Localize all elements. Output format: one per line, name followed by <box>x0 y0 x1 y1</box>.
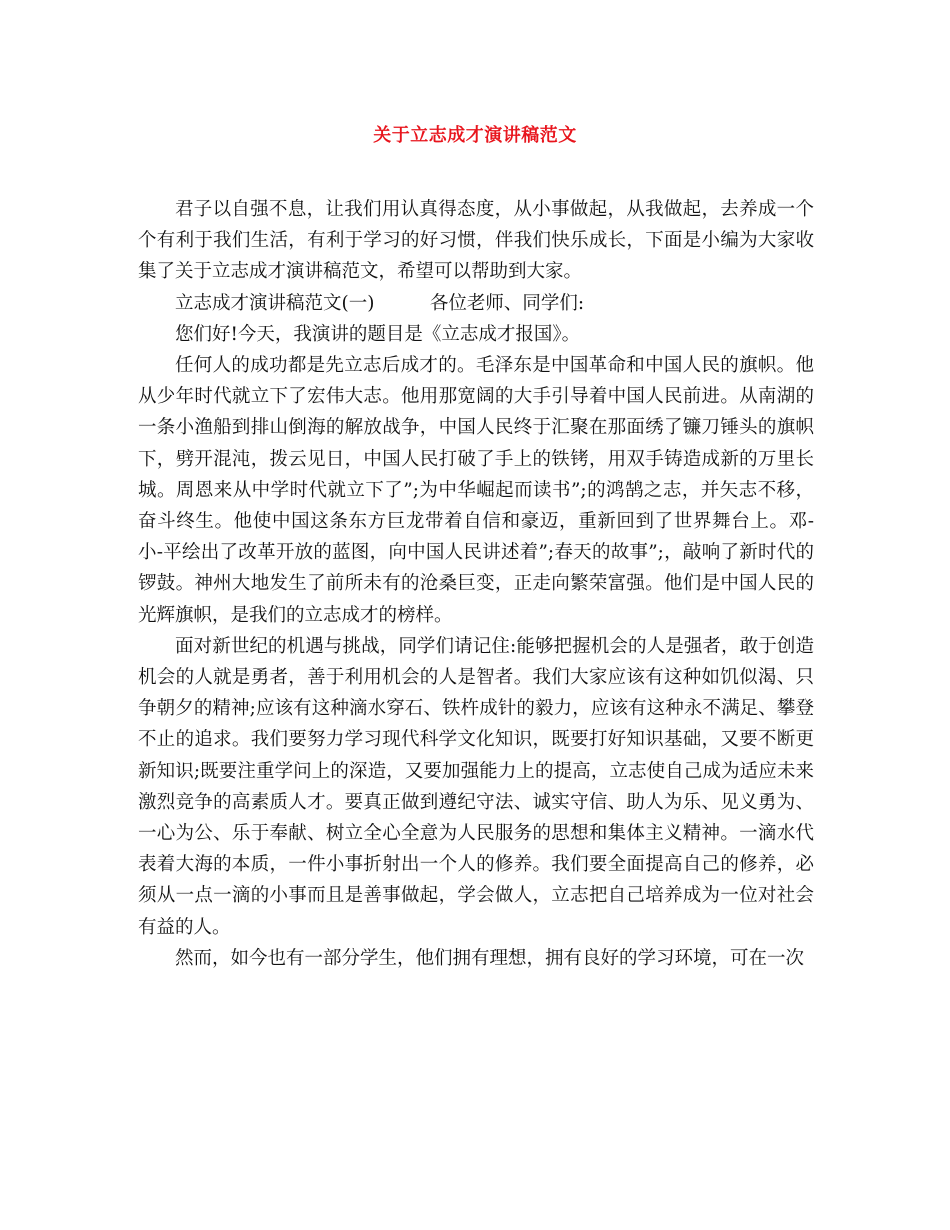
paragraph-section-heading: 立志成才演讲稿范文(一) 各位老师、同学们: <box>175 292 585 314</box>
document-title: 关于立志成才演讲稿范文 <box>373 125 577 146</box>
paragraph-role-models: 任何人的成功都是先立志后成才的。毛泽东是中国革命和中国人民的旗帜。他从少年时代就立下了宏伟大志。他用那宽阔的大手引导着中国人民前进。从南湖的一条小渔船到排山倒海的解放战争，中国人民终于汇聚在那面绣了镰刀锤头的旗帜下，劈开混沌，拨云见日，中国人民打破了手上的铁铐，用双手铸造成新的万里长城。周恩来从中学时代就立下了”;为中华崛起而读书”;的鸿鹄之志，并矢志不移，奋斗终生。他使中国这条东方巨龙带着自信和豪迈，重新回到了世界舞台上。邓-小-平绘出了改革开放的蓝图，向中国人民讲述着”;春天的故事”;，敲响了新时代的锣鼓。神州大地发生了前所未有的沧桑巨变，正走向繁荣富强。他们是中国人民的光辉旗帜，是我们的立志成才的榜样。 <box>138 355 814 626</box>
paragraph-greeting: 您们好!今天，我演讲的题目是《立志成才报国》。 <box>175 323 581 345</box>
document-body <box>138 194 814 974</box>
paragraph-however: 然而，如今也有一部分学生，他们拥有理想，拥有良好的学习环境，可在一次 <box>175 947 805 969</box>
paragraph-intro: 君子以自强不息，让我们用认真得态度，从小事做起，从我做起，去养成一个个有利于我们生活，有利于学习的好习惯，伴我们快乐成长，下面是小编为大家收集了关于立志成才演讲稿范文，希望可以帮助到大家。 <box>138 199 814 283</box>
paragraph-challenges: 面对新世纪的机遇与挑战，同学们请记住:能够把握机会的人是强者，敢于创造机会的人就是勇者，善于利用机会的人是智者。我们大家应该有这种如饥似渴、只争朝夕的精神;应该有这种滴水穿石、铁杵成针的毅力，应该有这种永不满足、攀登不止的追求。我们要努力学习现代科学文化知识，既要打好知识基础，又要不断更新知识;既要注重学问上的深造，又要加强能力上的提高，立志使自己成为适应未来激烈竞争的高素质人才。要真正做到遵纪守法、诚实守信、助人为乐、见义勇为、一心为公、乐于奉献、树立全心全意为人民服务的思想和集体主义精神。一滴水代表着大海的本质，一件小事折射出一个人的修养。我们要全面提高自己的修养，必须从一点一滴的小事而且是善事做起，学会做人，立志把自己培养成为一位对社会有益的人。 <box>138 635 814 938</box>
